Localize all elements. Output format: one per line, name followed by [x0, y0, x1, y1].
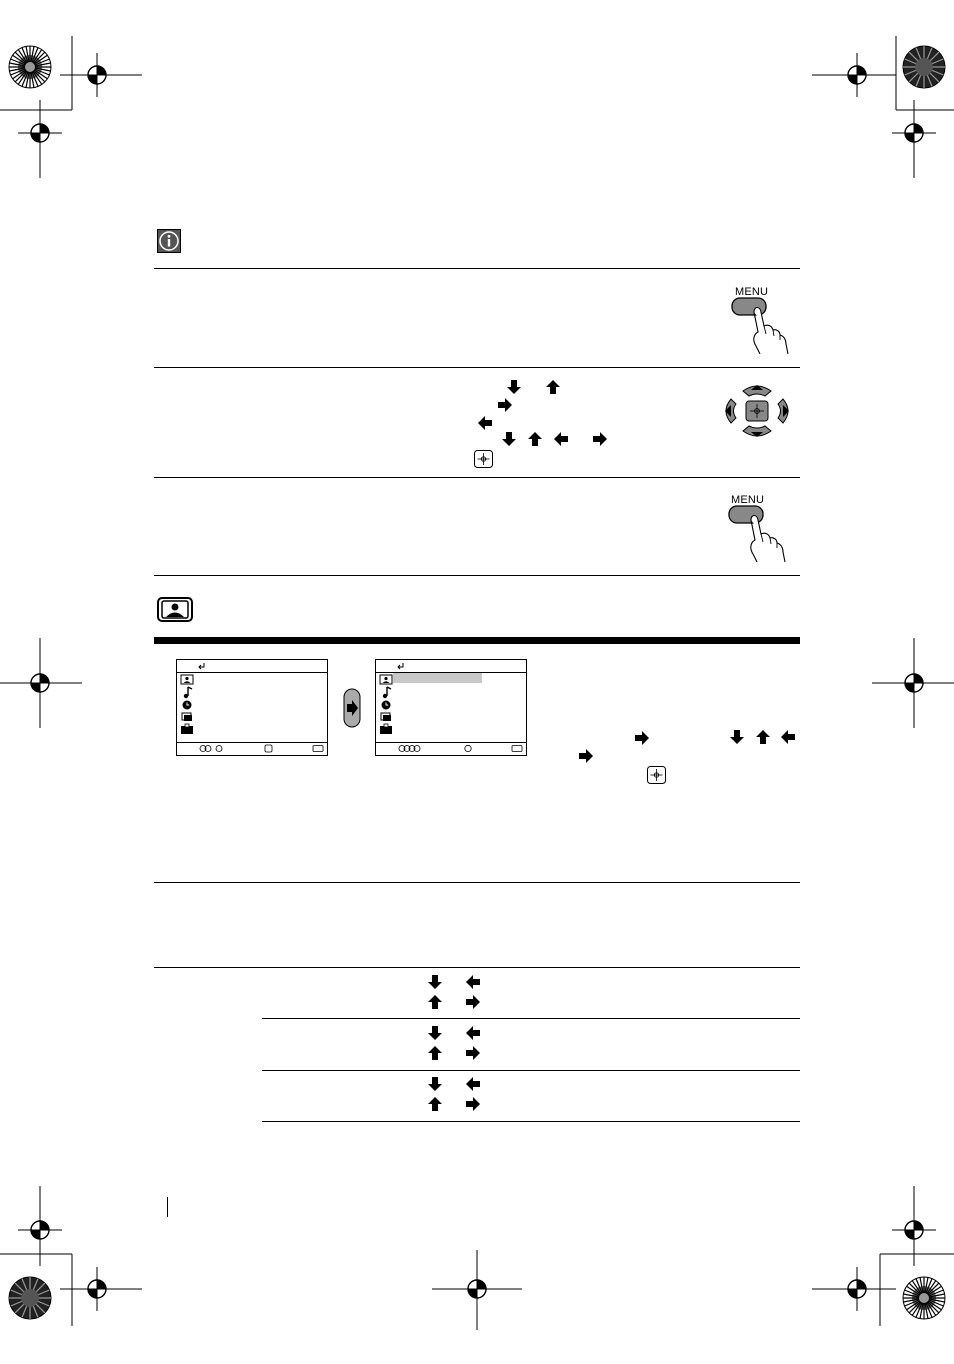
arrow-down-icon — [427, 974, 443, 990]
table-row-divider — [262, 1070, 800, 1071]
menu-footer-icons — [199, 744, 325, 753]
hand-press-icon — [718, 296, 794, 354]
arrow-left-icon — [465, 974, 481, 990]
arrow-right-icon — [465, 1096, 481, 1112]
arrow-down-icon — [506, 379, 522, 395]
arrow-up-icon — [427, 1045, 443, 1061]
arrow-right-icon — [592, 431, 608, 447]
section-divider-thick — [154, 637, 800, 644]
tv-menu-screen — [176, 659, 328, 756]
arrow-left-icon — [465, 1076, 481, 1092]
arrow-left-icon — [780, 729, 796, 745]
section-divider — [154, 477, 800, 478]
directional-pad-icon — [718, 380, 796, 442]
return-icon — [197, 662, 206, 671]
section-divider — [154, 268, 800, 269]
info-icon — [157, 229, 181, 253]
arrow-up-icon — [427, 994, 443, 1010]
tv-menu-screen-selected — [375, 659, 527, 756]
arrow-left-icon — [465, 1025, 481, 1041]
menu-category-icons — [379, 674, 393, 736]
section-divider — [154, 882, 800, 883]
menu-button-label: MENU — [731, 494, 765, 506]
arrow-down-icon — [729, 729, 745, 745]
section-divider — [154, 575, 800, 576]
arrow-up-icon — [527, 431, 543, 447]
arrow-up-icon — [427, 1096, 443, 1112]
menu-footer-icons — [398, 744, 524, 753]
table-row-divider — [262, 1121, 800, 1122]
arrow-left-icon — [553, 431, 569, 447]
menu-button-label: MENU — [735, 286, 769, 298]
arrow-down-icon — [427, 1025, 443, 1041]
page-number-rule — [167, 1197, 168, 1217]
select-ok-icon — [474, 450, 493, 468]
hand-press-icon — [715, 504, 791, 562]
arrow-right-icon — [465, 1045, 481, 1061]
arrow-right-icon — [578, 748, 594, 764]
arrow-up-icon — [755, 729, 771, 745]
return-icon — [396, 662, 405, 671]
menu-button-illustration — [718, 284, 794, 354]
arrow-down-icon — [427, 1076, 443, 1092]
picture-mode-icon — [157, 597, 193, 622]
menu-highlight-bar — [393, 673, 482, 683]
select-ok-icon — [647, 766, 666, 784]
transition-arrow-icon — [343, 688, 361, 728]
arrow-right-icon — [497, 397, 513, 413]
section-divider — [154, 967, 800, 968]
table-row-divider — [262, 1018, 800, 1019]
menu-category-icons — [180, 674, 194, 736]
menu-button-illustration — [715, 492, 791, 564]
arrow-left-icon — [477, 415, 493, 431]
arrow-down-icon — [501, 431, 517, 447]
section-divider — [154, 367, 800, 368]
arrow-up-icon — [545, 379, 561, 395]
arrow-right-icon — [465, 994, 481, 1010]
arrow-right-icon — [634, 730, 650, 746]
